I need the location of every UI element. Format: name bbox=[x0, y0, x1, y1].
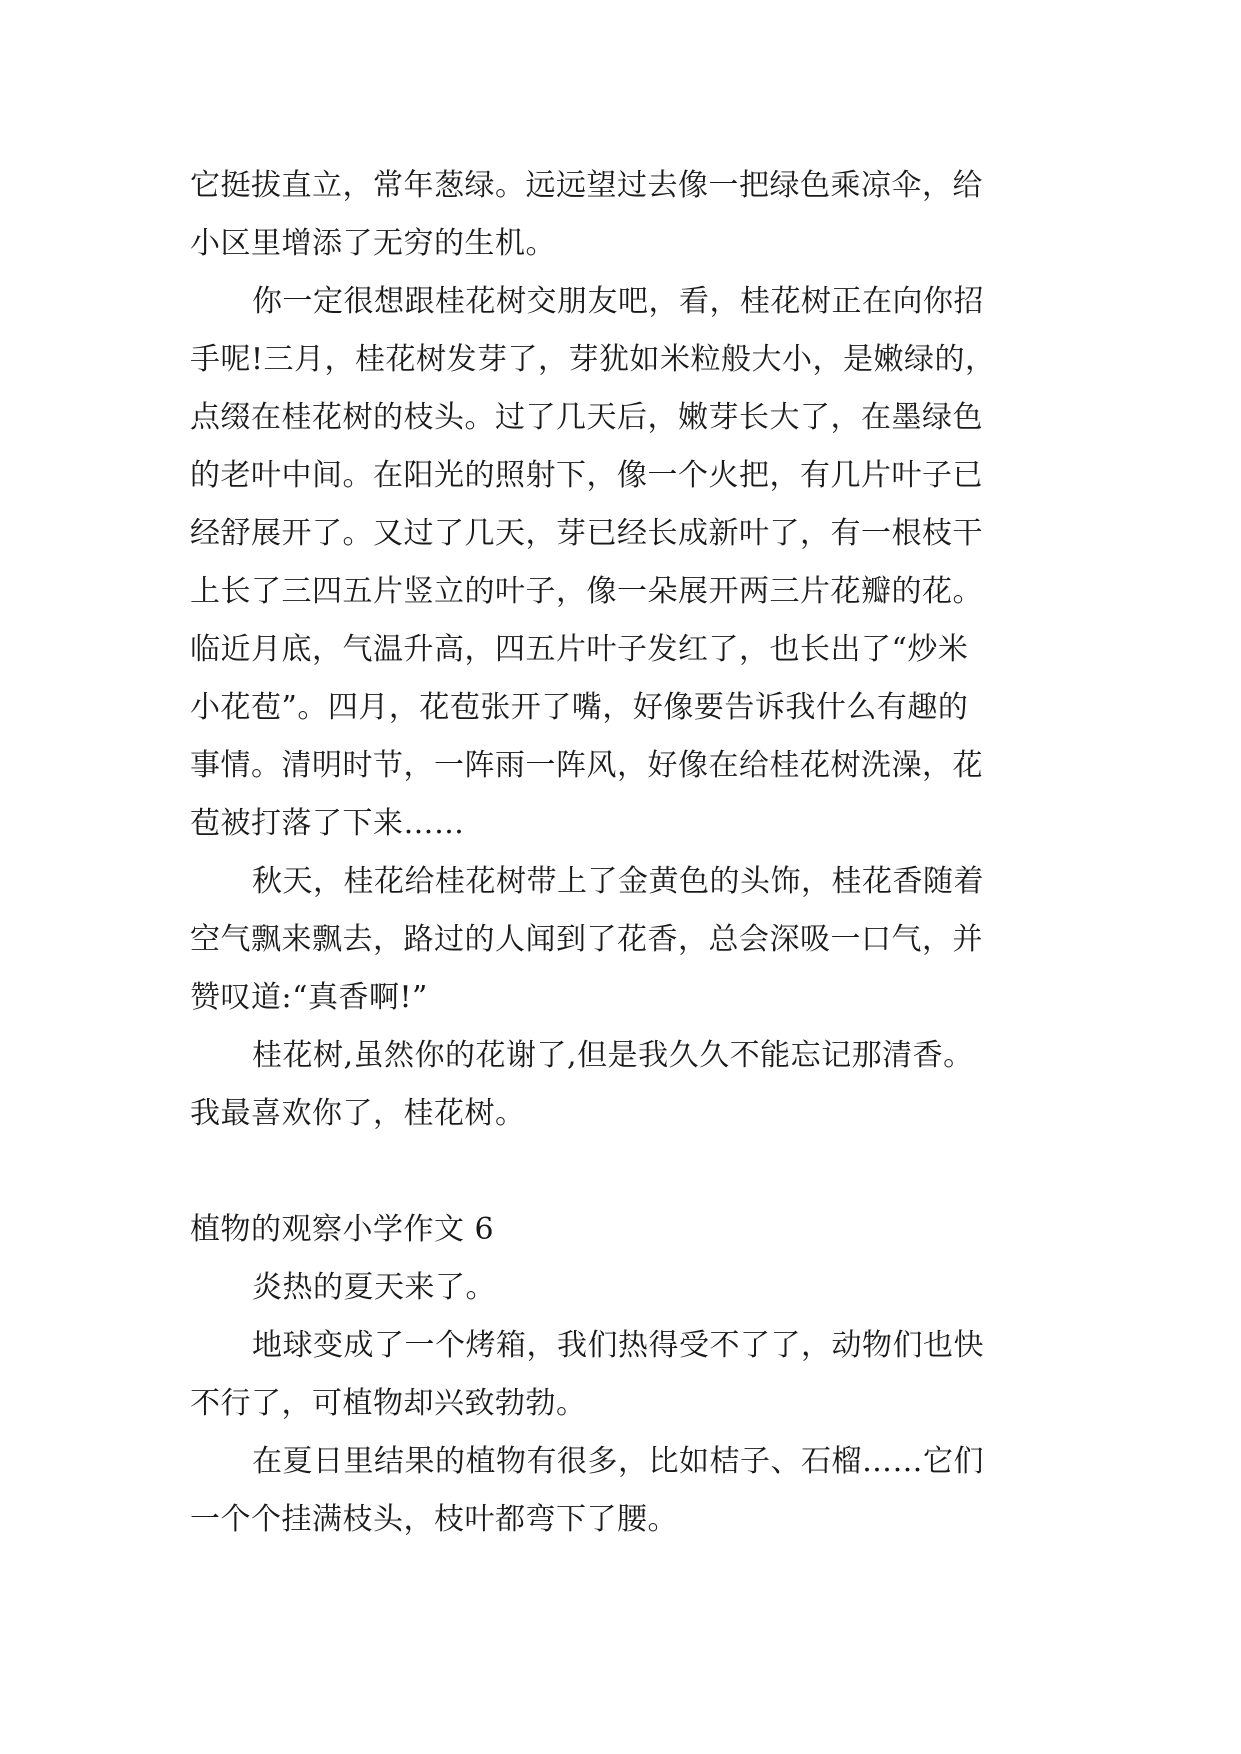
text-line: 上长了三四五片竖立的叶子，像一朵展开两三片花瓣的花。 bbox=[190, 574, 983, 609]
text-line: 临近月底，气温升高，四五片叶子发红了，也长出了“炒米 bbox=[190, 632, 969, 667]
text-line: 小区里增添了无穷的生机。 bbox=[190, 226, 556, 261]
text-line: 它挺拔直立，常年葱绿。远远望过去像一把绿色乘凉伞，给 bbox=[190, 168, 983, 203]
text-line: 赞叹道:“真香啊!” bbox=[190, 980, 428, 1015]
text-line: 不行了，可植物却兴致勃勃。 bbox=[190, 1386, 587, 1421]
text-line: 事情。清明时节，一阵雨一阵风，好像在给桂花树洗澡，花 bbox=[190, 748, 983, 783]
paragraph-first-line: 在夏日里结果的植物有很多，比如桔子、石榴……它们 bbox=[252, 1444, 984, 1479]
paragraph-first-line: 桂花树,虽然你的花谢了,但是我久久不能忘记那清香。 bbox=[252, 1038, 974, 1073]
text-line: 经舒展开了。又过了几天，芽已经长成新叶了，有一根枝干 bbox=[190, 516, 983, 551]
paragraph-first-line: 地球变成了一个烤箱，我们热得受不了了，动物们也快 bbox=[252, 1328, 984, 1363]
text-line: 小花苞”。四月，花苞张开了嘴，好像要告诉我什么有趣的 bbox=[190, 690, 969, 725]
paragraph-first-line: 秋天，桂花给桂花树带上了金黄色的头饰，桂花香随着 bbox=[252, 864, 984, 899]
paragraph-first-line: 你一定很想跟桂花树交朋友吧，看，桂花树正在向你招 bbox=[252, 284, 984, 319]
text-line: 点缀在桂花树的枝头。过了几天后，嫩芽长大了，在墨绿色 bbox=[190, 400, 983, 435]
text-line: 空气飘来飘去，路过的人闻到了花香，总会深吸一口气，并 bbox=[190, 922, 983, 957]
text-line: 苞被打落了下来…… bbox=[190, 806, 465, 841]
text-line: 我最喜欢你了，桂花树。 bbox=[190, 1096, 526, 1131]
text-line: 的老叶中间。在阳光的照射下，像一个火把，有几片叶子已 bbox=[190, 458, 983, 493]
text-line: 一个个挂满枝头，枝叶都弯下了腰。 bbox=[190, 1502, 678, 1537]
text-line: 手呢!三月，桂花树发芽了，芽犹如米粒般大小，是嫩绿的， bbox=[190, 342, 996, 377]
section-title: 植物的观察小学作文 6 bbox=[190, 1212, 495, 1247]
paragraph-first-line: 炎热的夏天来了。 bbox=[252, 1270, 496, 1305]
